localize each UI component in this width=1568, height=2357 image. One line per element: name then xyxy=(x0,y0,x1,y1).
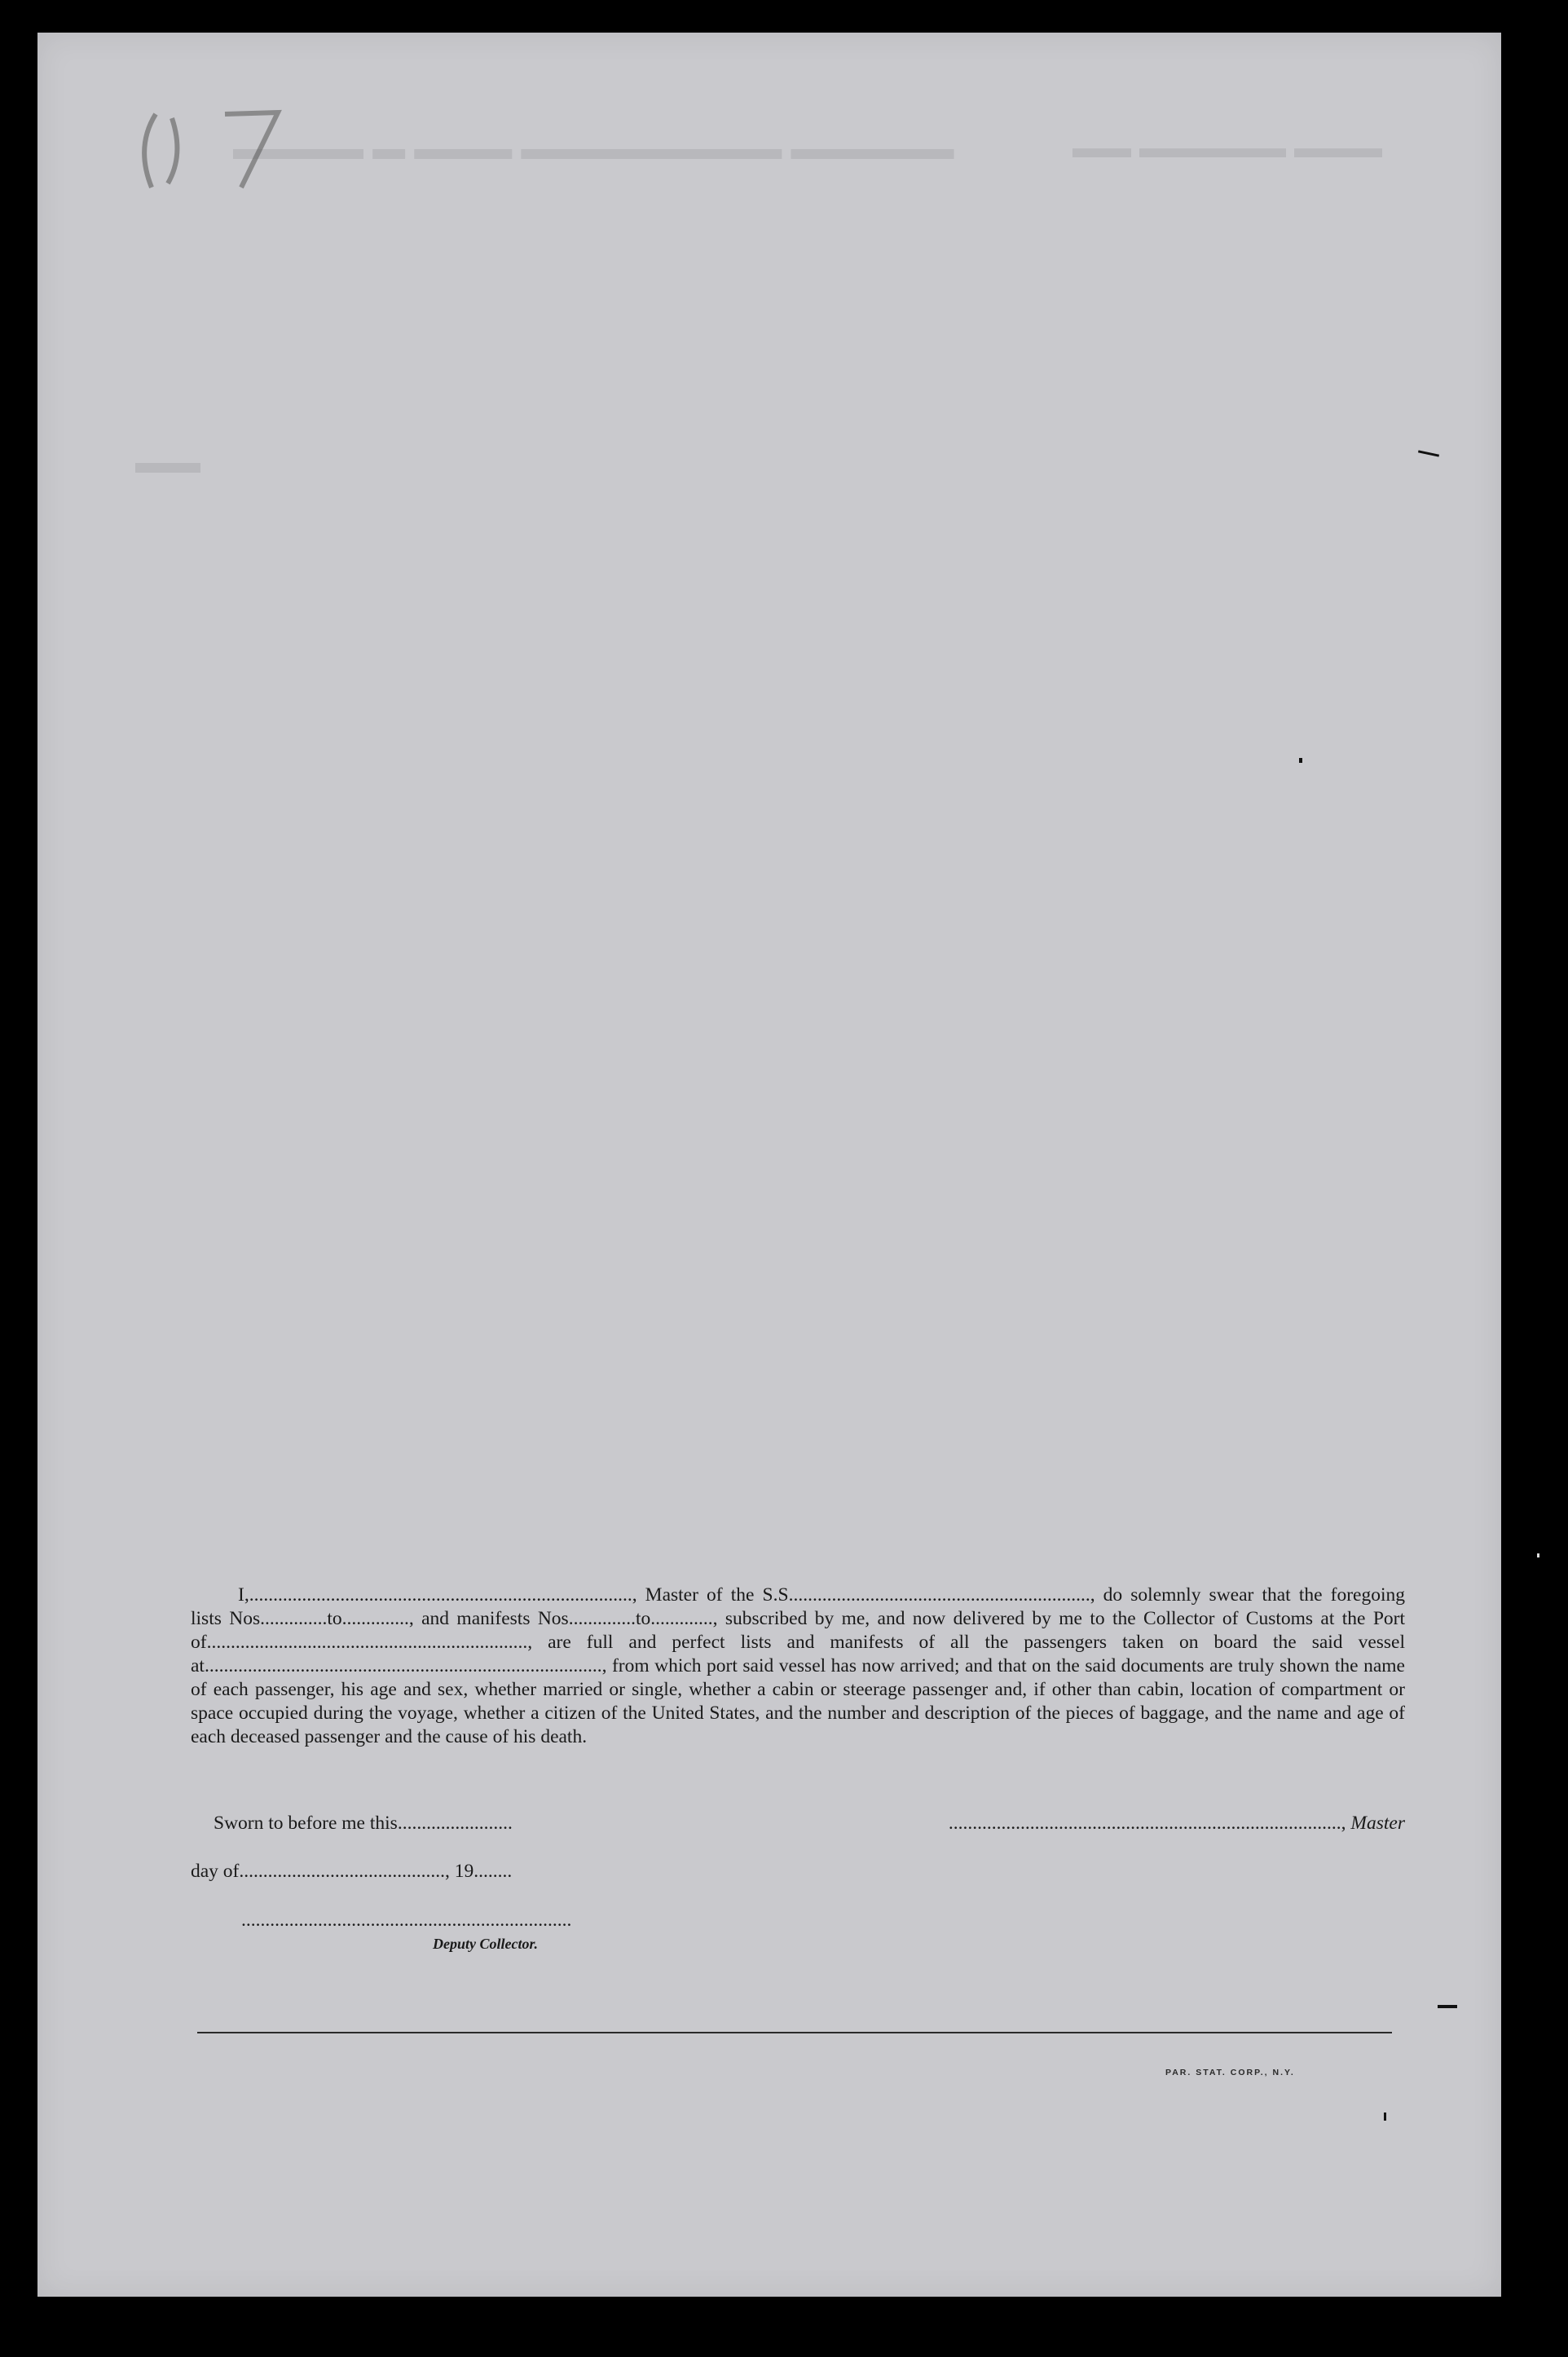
oath-declaration xyxy=(191,1584,1405,1749)
sworn-before-line: Sworn to before me this........................ xyxy=(214,1813,513,1834)
document-page xyxy=(37,33,1501,2297)
oath-paragraph: I,................................................................................, Master of the S.S..............................................................., do solemnly swear that the foregoing lists Nos..............to.............., and manifests Nos..............to............., subscribed by me, and now delivered by me to the Collector of Customs at the Port of..................................................................., are full and perfect lists and manifests of all the passengers taken on board the said vessel at..................................................................................., from which port said vessel has now arrived; and that on the said documents are truly shown the name of each passenger, his age and sex, whether married or single, whether a cabin or steerage passenger and, if other than cabin, location of compartment or space occupied during the voyage, whether a citizen of the United States, and the number and description of the pieces of baggage, and the name and age of each deceased passenger and the cause of his death. xyxy=(191,1584,1405,1747)
scan-mark xyxy=(1537,1553,1539,1557)
deputy-signature-line: ..................................................................... xyxy=(241,1910,572,1931)
bleed-through-text-right: ▬▬ ▬▬▬▬▬ ▬▬▬ xyxy=(1072,130,1383,164)
date-line: day of..........................................., 19........ xyxy=(191,1861,513,1882)
master-signature-dots: .................................................................................., xyxy=(948,1813,1346,1834)
horizontal-rule xyxy=(197,2032,1392,2033)
scan-mark xyxy=(1299,758,1302,763)
stamp-mark-icon xyxy=(123,98,286,204)
bleed-through-number: ▬▬ xyxy=(135,444,200,480)
printer-imprint: PAR. STAT. CORP., N.Y. xyxy=(1165,2068,1295,2077)
deputy-collector-label: Deputy Collector. xyxy=(433,1936,538,1952)
bleed-through-text: ▬▬▬▬ ▬ ▬▬▬ ▬▬▬▬▬▬▬▬ ▬▬▬▬▬ xyxy=(233,130,954,166)
master-signature-line xyxy=(911,1813,1405,1835)
scan-mark xyxy=(1384,2112,1386,2121)
scan-mark xyxy=(1438,2005,1457,2008)
master-label: Master xyxy=(1350,1813,1405,1834)
